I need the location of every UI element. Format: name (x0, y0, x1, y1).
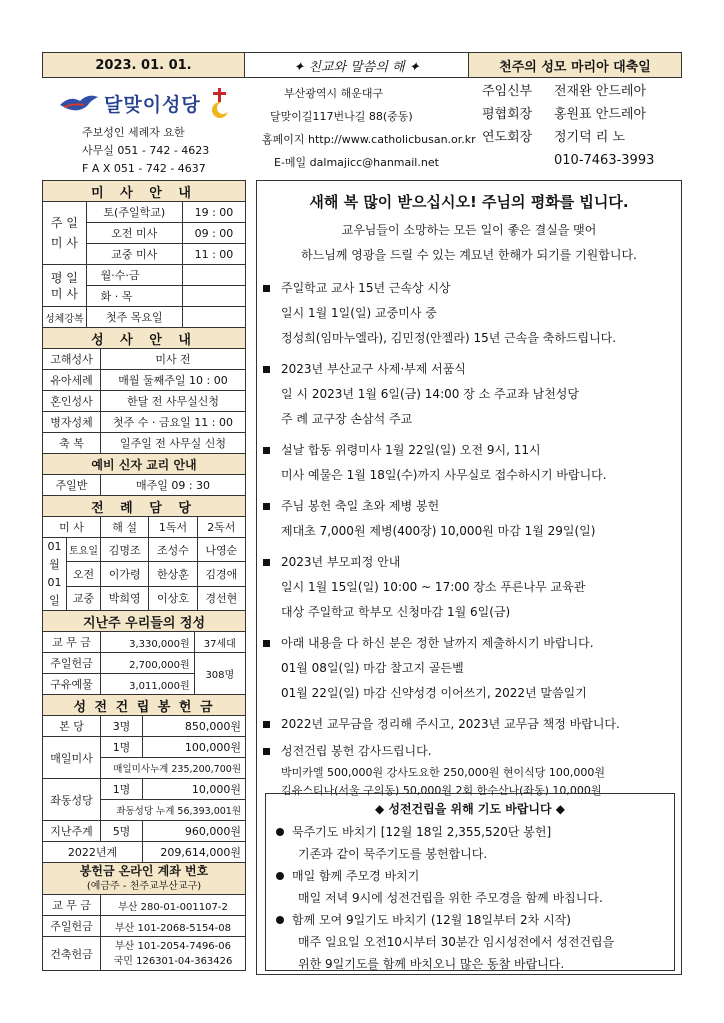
homepage-link[interactable]: 홈페이지 http://www.catholicbusan.or.kr (262, 133, 476, 146)
sacrament-info: 매월 둘째주일 10 : 00 (101, 370, 246, 391)
mass-time: 11 : 00 (182, 244, 245, 265)
announcement-item (257, 550, 681, 625)
announcement-title: 설날 합동 위령미사 1월 22일(일) 오전 9시, 11시 (281, 443, 541, 457)
parish-logo (58, 86, 233, 120)
staff-row: 평협회장 홍원표 안드레아 (482, 107, 647, 122)
announcement-line: 주 례 교구장 손삼석 주교 (281, 412, 413, 426)
square-bullet-icon (263, 721, 270, 728)
greeting-line: 하느님께 영광을 드릴 수 있는 계묘년 한해가 되기를 기원합니다. (301, 248, 637, 262)
announcement-line: 대상 주일학교 학부모 신청마감 1월 6일(금) (281, 605, 511, 619)
weekday-days: 월·수·금 (86, 265, 182, 286)
address-line2: 달맞이길117번나길 88(중동) (270, 110, 413, 123)
building-title: 성 전 건 립 봉 헌 금 (43, 695, 246, 716)
catechumen-class: 주일반 (43, 475, 101, 496)
reader-2: 나영순 (197, 538, 245, 562)
fund-cumulative: 좌동성당 누계 56,393,001원 (101, 800, 246, 821)
staff-phone: 010-7463-3993 (554, 153, 655, 168)
announcement-line: 미사 예물은 1월 18일(수)까지 사무실로 접수하시기 바랍니다. (281, 468, 607, 482)
catechumen-title: 예비 신자 교리 안내 (43, 454, 246, 475)
fund-amount: 850,000원 (143, 716, 246, 737)
announcement-line: 정성희(임마누엘라), 김민정(안젤라) 15년 근속을 축하드립니다. (281, 331, 617, 345)
prayer-item (266, 909, 674, 931)
reader-2: 경선현 (197, 586, 245, 610)
fund-amount: 10,000원 (143, 779, 246, 800)
liturgy-mass: 오전 (67, 562, 101, 586)
fund-count: 1명 (101, 779, 143, 800)
liturgy-date: 01월 01일 (43, 538, 67, 611)
weekday-label: 평 일 미 사 (43, 265, 87, 307)
accounts-title-text: 봉헌금 온라인 계좌 번호 (79, 863, 209, 878)
announcement-item (257, 438, 681, 488)
announcement-item (257, 712, 681, 737)
offering-people: 308명 (194, 653, 245, 695)
donor-line: 김유스티나(서울 구의동) 50,000원 2회 한수산나(좌동) 10,000원 (281, 784, 602, 797)
mass-table (42, 180, 246, 328)
prayer-title: ◆ 성전건립을 위해 기도 바랍니다 ◆ (374, 802, 566, 816)
account-number: 국민 126301-04-363426 (113, 955, 233, 967)
announcement-title: 주일학교 교사 15년 근속상 시상 (281, 281, 451, 295)
circle-bullet-icon (276, 872, 284, 880)
sacrament-info: 미사 전 (101, 349, 246, 370)
mass-name: 오전 미사 (86, 223, 182, 244)
prayer-item-text: 매주 일요일 오전10시부터 30분간 임시성전에서 성전건립을 (298, 935, 615, 949)
fund-amount: 960,000원 (143, 821, 246, 842)
announcement-item (257, 276, 681, 351)
square-bullet-icon (263, 366, 270, 373)
parish-contact (82, 124, 209, 178)
sacraments-table (42, 327, 246, 496)
reader-1: 조성수 (149, 538, 197, 562)
email-link[interactable]: E-메일 dalmajicc@hanmail.net (274, 156, 439, 169)
square-bullet-icon (263, 447, 270, 454)
announcement-line: 일시 1월 15일(일) 10:00 ~ 17:00 장소 푸른나무 교육관 (281, 580, 586, 594)
offering-type: 구유예물 (43, 674, 101, 695)
prayer-item-title: 매일 함께 주모경 바치기 (292, 869, 420, 883)
offering-type: 주일헌금 (43, 653, 101, 674)
catechumen-time: 매주일 09 : 30 (101, 475, 246, 496)
announcement-item (257, 739, 681, 800)
sacrament-info: 한달 전 사무실신청 (101, 391, 246, 412)
commentator: 김명조 (100, 538, 148, 562)
liturgy-head: 미 사 (43, 517, 101, 538)
reader-1: 한상훈 (149, 562, 197, 586)
accounts-title (43, 863, 246, 895)
feast-title: 천주의 성모 마리아 대축일 (469, 53, 681, 77)
liturgy-head: 2독서 (197, 517, 245, 538)
liturgy-table (42, 495, 246, 611)
staff-row: 연도회장 정기덕 리 노 (482, 130, 626, 145)
prayer-item (266, 865, 674, 887)
fund-source: 좌동성당 (43, 779, 101, 821)
staff-block (482, 80, 654, 172)
weekday-days: 화 · 목 (86, 286, 182, 307)
patron-saint: 주보성인 세례자 요한 (82, 126, 185, 139)
announcement-title: 아래 내용을 다 하신 분은 정한 날까지 제출하시기 바랍니다. (281, 636, 594, 650)
liturgy-head: 1독서 (149, 517, 197, 538)
fund-source: 매일미사 (43, 737, 101, 779)
prayer-item-title: 묵주기도 바치기 [12월 18일 2,355,520단 봉헌] (292, 825, 552, 839)
square-bullet-icon (263, 285, 270, 292)
donor-line: 박미카엘 500,000원 강사도요한 250,000원 현이식당 100,000원 (281, 766, 605, 779)
left-column (42, 180, 246, 971)
mass-time: 09 : 00 (182, 223, 245, 244)
liturgy-head: 해 설 (100, 517, 148, 538)
fund-amount: 100,000원 (143, 737, 246, 758)
building-fund-table (42, 694, 246, 863)
square-bullet-icon (263, 559, 270, 566)
accounts-subtitle: (예금주 - 천주교부산교구) (86, 880, 202, 892)
announcement-title: 주님 봉헌 축일 초와 제병 봉헌 (281, 499, 440, 513)
commentator: 이가령 (100, 562, 148, 586)
account-number: 부산 101-2054-7496-06 (114, 940, 232, 952)
fund-source: 본 당 (43, 716, 101, 737)
offering-type: 교 무 금 (43, 632, 101, 653)
announcement-line: 제대초 7,000원 제병(400장) 10,000원 마감 1월 29일(일) (281, 524, 596, 538)
accounts-table (42, 862, 246, 971)
fund-source: 지난주계 (43, 821, 101, 842)
fund-count: 5명 (101, 821, 143, 842)
circle-bullet-icon (276, 828, 284, 836)
announcement-title: 2023년 부모피정 안내 (281, 555, 401, 569)
fund-year-label: 2022년계 (43, 842, 143, 863)
prayer-item-title: 함께 모여 9일기도 바치기 (12월 18일부터 2차 시작) (292, 913, 571, 927)
announcement-line: 01월 08일(일) 마감 찰고지 골든벨 (281, 661, 464, 675)
offering-amount: 2,700,000원 (101, 653, 195, 674)
commentator: 박희영 (100, 586, 148, 610)
sacrament-info: 일주일 전 사무실 신청 (101, 433, 246, 454)
fund-count: 1명 (101, 737, 143, 758)
account-number: 부산 101-2068-5154-08 (101, 916, 246, 937)
sunday-label: 주 일 미 사 (43, 202, 87, 265)
holy-hour-value: 첫주 목요일 (86, 307, 182, 328)
fund-cumulative: 매일미사누계 235,200,700원 (101, 758, 246, 779)
greeting-line: 교우님들이 소망하는 모든 일이 좋은 결실을 맺어 (341, 223, 597, 237)
fund-year-total: 209,614,000원 (143, 842, 246, 863)
reader-2: 김경애 (197, 562, 245, 586)
mass-time: 19 : 00 (182, 202, 245, 223)
square-bullet-icon (263, 748, 270, 755)
announcement-item (257, 631, 681, 706)
dove-logo-icon (58, 91, 100, 115)
offering-amount: 3,330,000원 (101, 632, 195, 653)
liturgy-mass: 토요일 (67, 538, 101, 562)
announcement-line: 일 시 2023년 1월 6일(금) 14:00 장 소 주교좌 남천성당 (281, 387, 579, 401)
circle-bullet-icon (276, 916, 284, 924)
header-bar (42, 52, 682, 78)
cross-moon-icon (207, 86, 233, 120)
offering-title: 지난주 우리들의 정성 (43, 611, 246, 632)
sacrament-info: 첫주 수 · 금요일 11 : 00 (101, 412, 246, 433)
announcement-title: 2022년 교무금을 정리해 주시고, 2023년 교무금 책정 바랍니다. (281, 717, 620, 731)
announcement-title: 성전건립 봉헌 감사드립니다. (281, 744, 432, 758)
square-bullet-icon (263, 503, 270, 510)
liturgy-title: 전 례 담 당 (43, 496, 246, 517)
office-phone: 사무실 051 - 742 - 4623 (82, 144, 210, 157)
prayer-item (266, 821, 674, 843)
announcement-item (257, 494, 681, 544)
greeting-title: 새해 복 많이 받으십시오! 주님의 평화를 빕니다. (309, 193, 629, 211)
prayer-box (265, 793, 675, 971)
fund-count: 3명 (101, 716, 143, 737)
account-type: 건축헌금 (43, 937, 101, 971)
sacrament-name: 병자성체 (43, 412, 101, 433)
offering-table (42, 610, 246, 695)
sacrament-name: 고해성사 (43, 349, 101, 370)
greeting-text (257, 218, 681, 268)
holy-hour-label: 성체강복 (43, 307, 87, 328)
liturgy-mass: 교중 (67, 586, 101, 610)
prayer-item-text: 위한 9일기도를 함께 바치오니 많은 동참 바랍니다. (298, 957, 565, 971)
offering-amount: 3,011,000원 (101, 674, 195, 695)
reader-1: 이상호 (149, 586, 197, 610)
fax-number: F A X 051 - 742 - 4637 (82, 162, 206, 175)
announcement-item (257, 357, 681, 432)
announcement-title: 2023년 부산교구 사제·부제 서품식 (281, 362, 466, 376)
account-type: 교 무 금 (43, 895, 101, 916)
staff-row: 주임신부 전재완 안드레아 (482, 84, 647, 99)
offering-households: 37세대 (194, 632, 245, 653)
mass-name: 토(주일학교) (86, 202, 182, 223)
account-number: 부산 280-01-001107-2 (101, 895, 246, 916)
prayer-item-text: 매일 저녁 9시에 성전건립을 위한 주모경을 함께 바칩니다. (298, 891, 603, 905)
account-type: 주일헌금 (43, 916, 101, 937)
bulletin-date: 2023. 01. 01. (43, 53, 245, 77)
announcements-panel (256, 180, 682, 975)
square-bullet-icon (263, 640, 270, 647)
sacrament-name: 축 복 (43, 433, 101, 454)
announcement-line: 일시 1월 1일(일) 교중미사 중 (281, 306, 437, 320)
prayer-item-text: 기존과 같이 묵주기도를 봉헌합니다. (298, 847, 488, 861)
mass-name: 교중 미사 (86, 244, 182, 265)
year-motto: ✦ 친교와 말씀의 해 ✦ (245, 53, 469, 77)
announcement-line: 01월 22일(일) 마감 신약성경 이어쓰기, 2022년 말씀일기 (281, 686, 587, 700)
sacrament-name: 유아세례 (43, 370, 101, 391)
sacrament-name: 혼인성사 (43, 391, 101, 412)
address-line1: 부산광역시 해운대구 (284, 87, 384, 100)
parish-name: 달맞이성당 (104, 93, 201, 116)
address-block (262, 82, 476, 174)
sacraments-title: 성 사 안 내 (43, 328, 246, 349)
mass-title: 미 사 안 내 (43, 181, 246, 202)
